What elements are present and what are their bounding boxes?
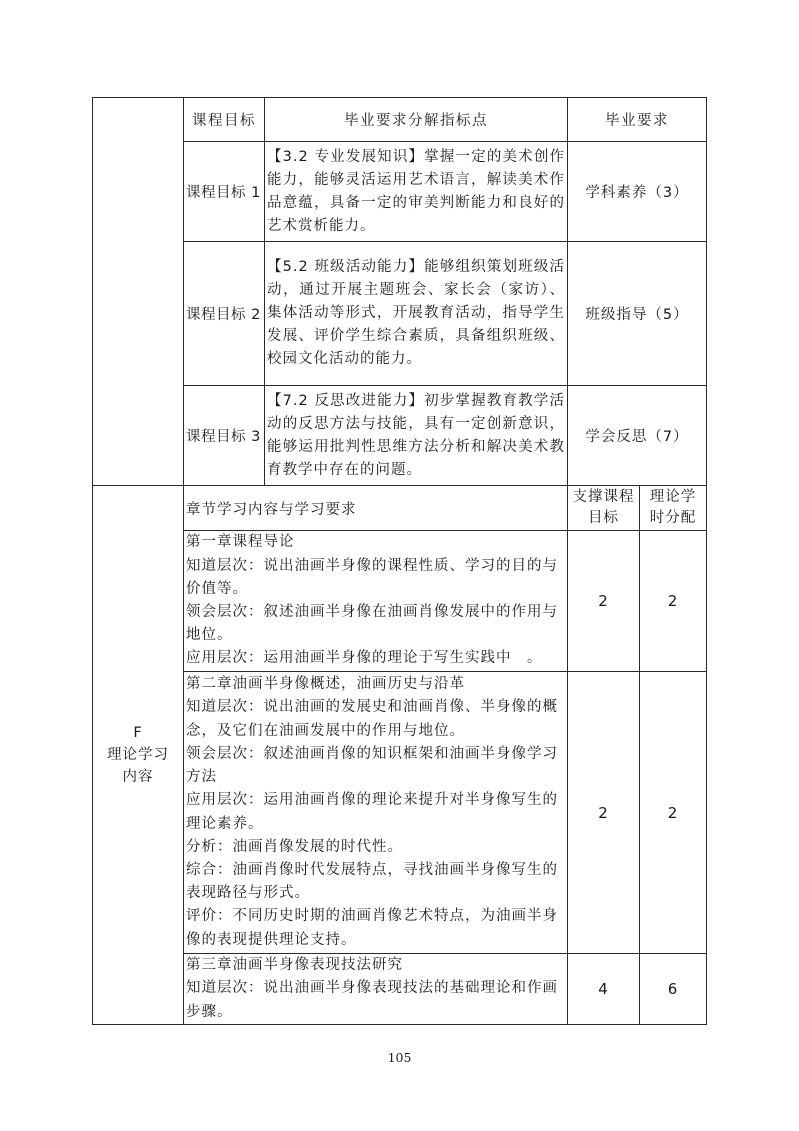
chapter-content (184, 954, 568, 1025)
col-requirement-header: 毕业要求 (568, 98, 707, 142)
col-support-line2: 目标 (588, 510, 619, 526)
requirement-text: 班级指导（5） (568, 242, 707, 386)
objective-row (93, 386, 707, 486)
chapter-line: 应用层次：运用油画肖像的理论来提升对半身像写生的理论素养。 (186, 792, 558, 832)
col-hours-header (640, 486, 707, 531)
col-support-header (568, 486, 640, 531)
indicator-text: 【5.2 班级活动能力】能够组织策划班级活动，通过开展主题班会、家长会（家访）、集体活动等形式，开展教育活动，指导学生发展、评价学生综合素质，具备组织班级、校园文化活动的能力。 (265, 242, 568, 386)
syllabus-table (92, 97, 707, 1025)
section-letter: F (133, 725, 143, 741)
requirement-text: 学科素养（3） (568, 142, 707, 242)
col-indicator-header: 毕业要求分解指标点 (265, 98, 568, 142)
col-hours-line2: 时分配 (649, 510, 697, 526)
support-goal-value: 2 (568, 531, 640, 672)
goal-label: 课程目标 1 (184, 142, 265, 242)
chapter-line: 知道层次：说出油画半身像的课程性质、学习的目的与价值等。 (186, 557, 558, 597)
chapter-row (93, 531, 707, 672)
col-goal-header: 课程目标 (184, 98, 265, 142)
chapter-content (184, 531, 568, 672)
blank-left-cell (93, 98, 184, 486)
chapter-content (184, 672, 568, 954)
chapter-title: 第三章油画半身像表现技法研究 (186, 957, 403, 974)
goal-label: 课程目标 2 (184, 242, 265, 386)
chapter-line: 评价：不同历史时期的油画肖像艺术特点，为油画半身像的表现提供理论支持。 (186, 908, 558, 948)
support-goal-value: 4 (568, 954, 640, 1025)
chapter-line: 领会层次：叙述油画半身像在油画肖像发展中的作用与地位。 (186, 604, 558, 644)
chapter-title: 第一章课程导论 (186, 534, 295, 551)
col-hours-line1: 理论学 (649, 489, 697, 505)
chapter-line: 知道层次：说出油画的发展史和油画肖像、半身像的概念，及它们在油画发展中的作用与地位。 (186, 699, 558, 739)
chapter-title: 第二章油画半身像概述，油画历史与沿革 (186, 676, 465, 693)
indicator-text: 【7.2 反思改进能力】初步掌握教育教学活动的反思方法与技能，具有一定创新意识，能够运用批判性思维方法分析和解决美术教育教学中存在的问题。 (265, 386, 568, 486)
objectives-header-row (93, 98, 707, 142)
chapter-line: 领会层次：叙述油画肖像的知识框架和油画半身像学习方法 (186, 745, 558, 786)
requirement-text: 学会反思（7） (568, 386, 707, 486)
objective-row (93, 142, 707, 242)
chapter-line: 综合：油画肖像时代发展特点，寻找油画半身像写生的表现路径与形式。 (186, 861, 558, 902)
support-goal-value: 2 (568, 672, 640, 954)
indicator-text: 【3.2 专业发展知识】掌握一定的美术创作能力，能够灵活运用艺术语言，解读美术作品意蕴，具备一定的审美判断能力和良好的艺术赏析能力。 (265, 142, 568, 242)
hours-value: 2 (640, 531, 707, 672)
chapter-line: 知道层次：说出油画半身像表现技法的基础理论和作画步骤。 (186, 980, 558, 1020)
page-number: 105 (387, 1050, 412, 1065)
section-title-line2: 内容 (122, 769, 154, 785)
chapter-line: 分析：油画肖像发展的时代性。 (186, 838, 403, 855)
col-support-line1: 支撑课程 (572, 489, 635, 505)
chapter-row (93, 954, 707, 1025)
objective-row (93, 242, 707, 386)
chapter-line: 应用层次：运用油画半身像的理论于写生实践中 。 (186, 650, 543, 667)
theory-section-label (93, 486, 184, 1025)
goal-label: 课程目标 3 (184, 386, 265, 486)
hours-value: 6 (640, 954, 707, 1025)
chapter-row (93, 672, 707, 954)
col-content-header: 章节学习内容与学习要求 (184, 486, 568, 531)
theory-header-row (93, 486, 707, 531)
section-title-line1: 理论学习 (107, 747, 169, 763)
hours-value: 2 (640, 672, 707, 954)
